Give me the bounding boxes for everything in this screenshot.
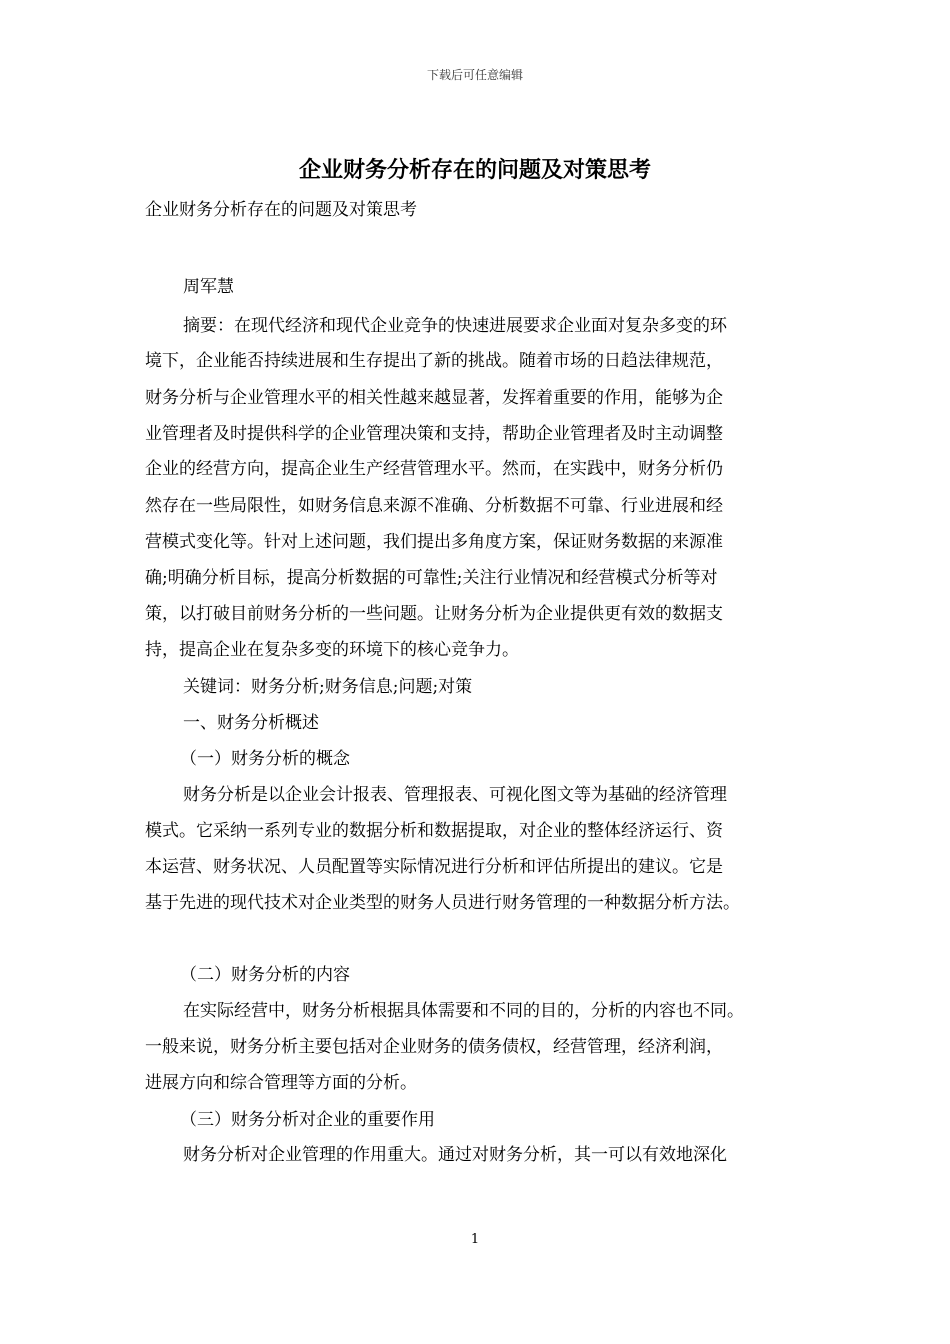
paragraph-line: 本运营、财务状况、人员配置等实际情况进行分析和评估所提出的建议。它是	[145, 857, 723, 877]
header-note: 下载后可任意编辑	[426, 68, 523, 82]
page-number: 1	[470, 1232, 480, 1247]
paragraph-line: 在实际经营中，财务分析根据具体需要和不同的目的，分析的内容也不同。	[183, 1001, 744, 1021]
abstract-line: 确;明确分析目标，提高分析数据的可靠性;关注行业情况和经营模式分析等对	[145, 568, 718, 588]
abstract-line: 策，以打破目前财务分析的一些问题。让财务分析为企业提供更有效的数据支	[145, 604, 723, 624]
abstract-line: 业管理者及时提供科学的企业管理决策和支持，帮助企业管理者及时主动调整	[145, 424, 723, 444]
section-heading: 一、财务分析概述	[183, 713, 319, 733]
abstract-line: 境下，企业能否持续进展和生存提出了新的挑战。随着市场的日趋法律规范，	[145, 351, 723, 371]
subsection-heading: （三）财务分析对企业的重要作用	[180, 1110, 435, 1130]
abstract-line: 摘要：在现代经济和现代企业竞争的快速进展要求企业面对复杂多变的环	[183, 316, 727, 336]
abstract-line: 然存在一些局限性，如财务信息来源不准确、分析数据不可靠、行业进展和经	[145, 496, 723, 516]
paragraph-line: 进展方向和综合管理等方面的分析。	[145, 1073, 417, 1093]
abstract-line: 企业的经营方向，提高企业生产经营管理水平。然而，在实践中，财务分析仍	[145, 459, 723, 479]
paragraph-line: 财务分析是以企业会计报表、管理报表、可视化图文等为基础的经济管理	[183, 785, 727, 805]
author-name: 周军慧	[183, 277, 234, 297]
paragraph-line: 模式。它采纳一系列专业的数据分析和数据提取，对企业的整体经济运行、资	[145, 821, 723, 841]
abstract-line: 财务分析与企业管理水平的相关性越来越显著，发挥着重要的作用，能够为企	[145, 388, 723, 408]
document-title: 企业财务分析存在的问题及对策思考	[298, 157, 651, 183]
paragraph-line: 一般来说，财务分析主要包括对企业财务的债务债权，经营管理，经济利润，	[145, 1037, 723, 1057]
abstract-line: 持，提高企业在复杂多变的环境下的核心竞争力。	[145, 640, 519, 660]
paragraph-line: 基于先进的现代技术对企业类型的财务人员进行财务管理的一种数据分析方法。	[145, 893, 740, 913]
abstract-line: 营模式变化等。针对上述问题，我们提出多角度方案，保证财务数据的来源准	[145, 532, 723, 552]
paragraph-line: 财务分析对企业管理的作用重大。通过对财务分析，其一可以有效地深化	[183, 1145, 727, 1165]
subsection-heading: （一）财务分析的概念	[180, 749, 350, 769]
subsection-heading: （二）财务分析的内容	[180, 965, 350, 985]
keywords: 关键词：财务分析;财务信息;问题;对策	[183, 677, 473, 697]
document-subtitle: 企业财务分析存在的问题及对策思考	[145, 200, 417, 220]
